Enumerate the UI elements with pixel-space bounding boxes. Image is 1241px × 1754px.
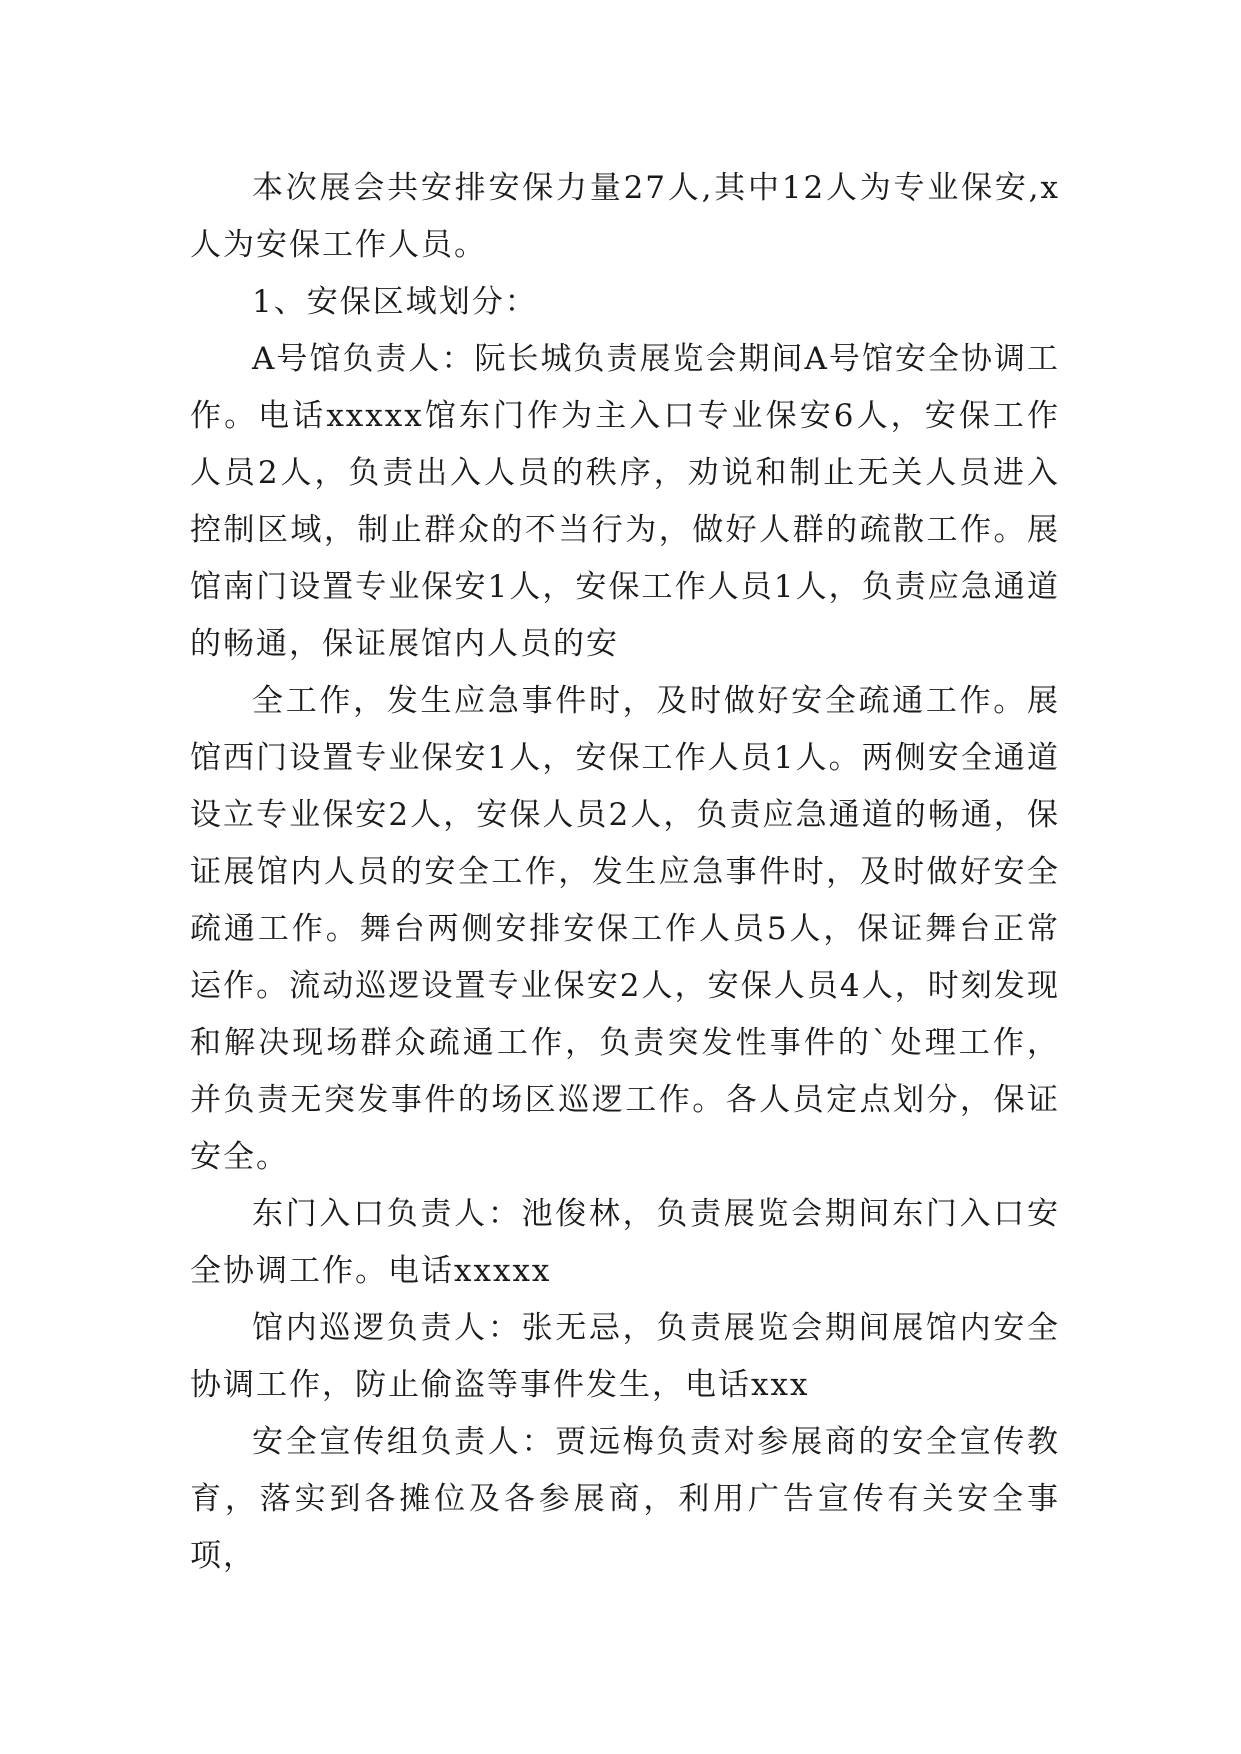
paragraph-safety-publicity: 安全宣传组负责人：贾远梅负责对参展商的安全宣传教育，落实到各摊位及各参展商，利用广告宣传有关安全事项， bbox=[190, 1424, 1060, 1574]
paragraph-zone-heading: 1、安保区域划分： bbox=[252, 284, 538, 320]
paragraph-security-staffing: 本次展会共安排安保力量27人,其中12人为专业保安,x人为安保工作人员。 bbox=[190, 170, 1060, 263]
paragraph-hall-a: A号馆负责人：阮长城负责展览会期间A号馆安全协调工作。电话xxxxx馆东门作为主入口专业保安6人，安保工作人员2人，负责出入人员的秩序，劝说和制止无关人员进入控制区域，制止群众的不当行为，做好人群的疏散工作。展馆南门设置专业保安1人，安保工作人员1人，负责应急通道的畅通，保证展馆内人员的安 bbox=[190, 341, 1060, 662]
paragraph-patrol: 馆内巡逻负责人：张无忌，负责展览会期间展馆内安全协调工作，防止偷盗等事件发生，电话xxx bbox=[190, 1310, 1060, 1403]
paragraph-east-gate: 东门入口负责人：池俊林，负责展览会期间东门入口安全协调工作。电话xxxxx bbox=[190, 1196, 1060, 1289]
paragraph-hall-a-continued: 全工作，发生应急事件时，及时做好安全疏通工作。展馆西门设置专业保安1人，安保工作人员1人。两侧安全通道设立专业保安2人，安保人员2人，负责应急通道的畅通，保证展馆内人员的安全工作，发生应急事件时，及时做好安全疏通工作。舞台两侧安排安保工作人员5人，保证舞台正常运作。流动巡逻设置专业保安2人，安保人员4人，时刻发现和解决现场群众疏通工作，负责突发性事件的`处理工作，并负责无突发事件的场区巡逻工作。各人员定点划分，保证安全。 bbox=[190, 683, 1060, 1175]
document-body bbox=[190, 160, 1060, 1585]
